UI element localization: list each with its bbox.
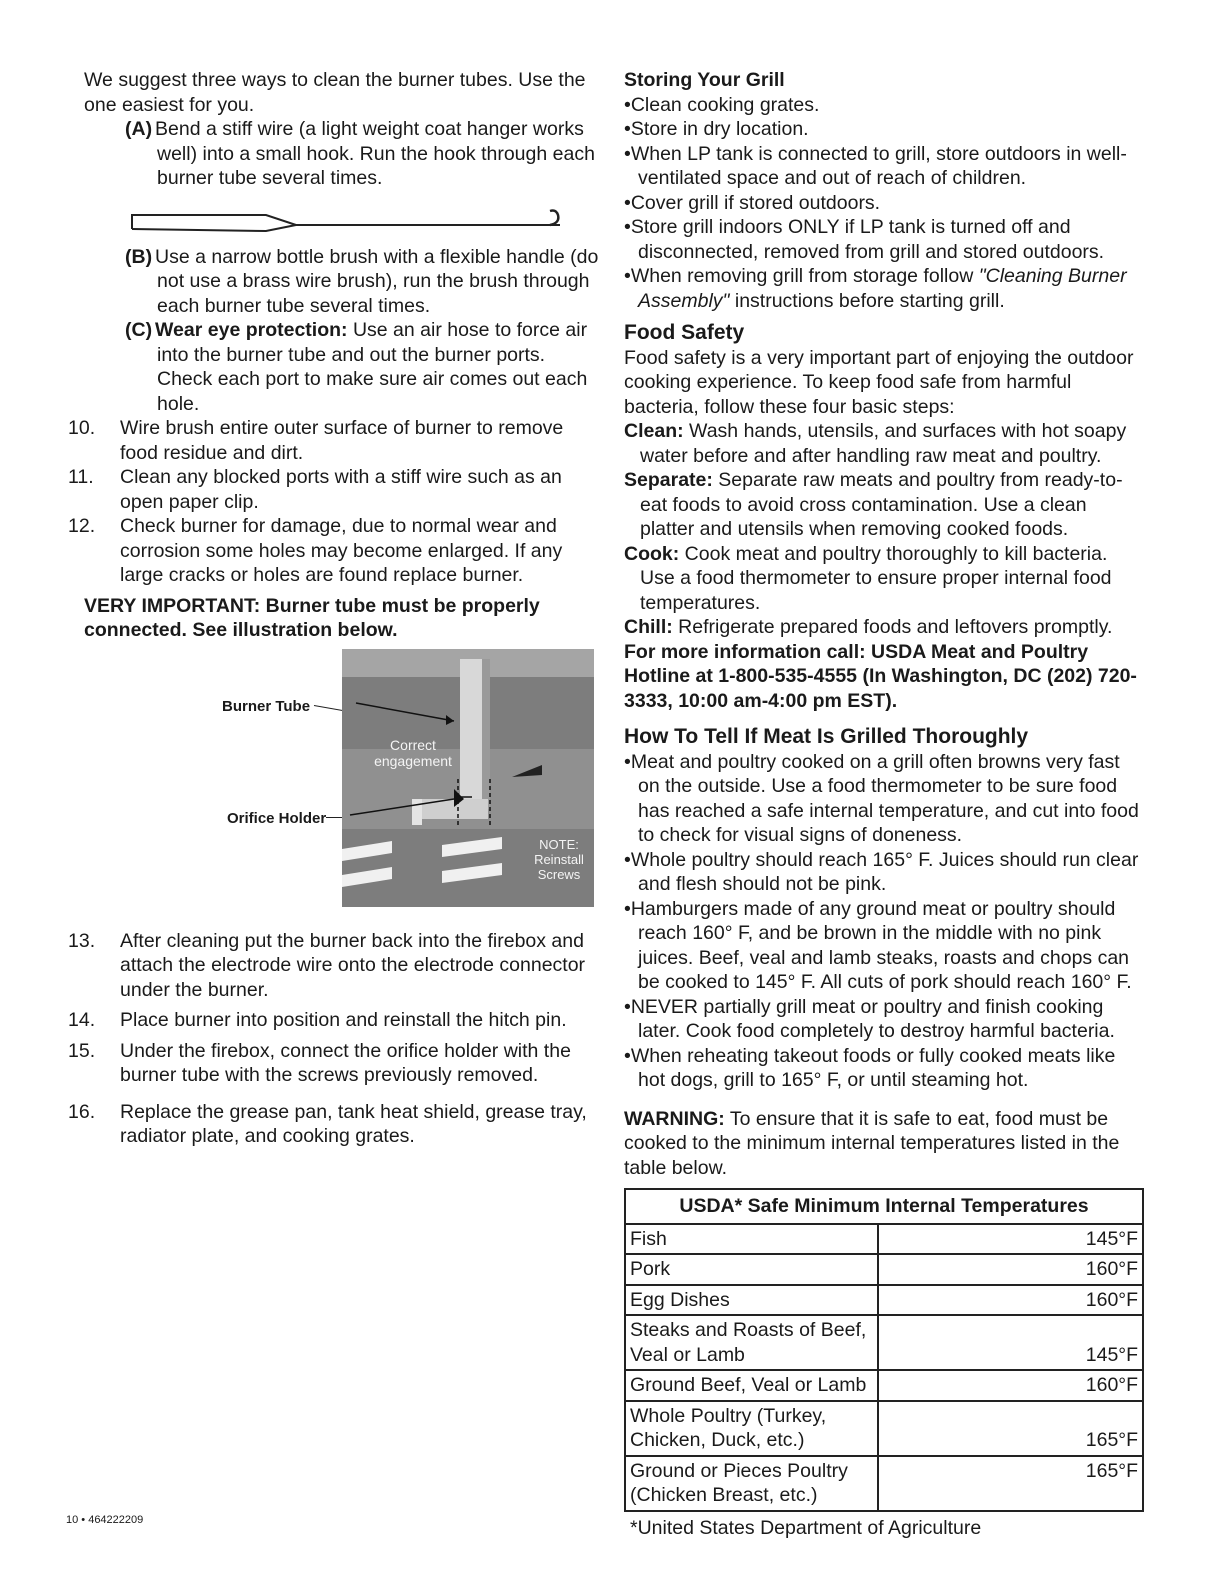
step-number: 11.: [68, 466, 94, 488]
storing-item: •When LP tank is connected to grill, store outdoors in well-ventilated space and out of reach of children.: [624, 142, 1127, 189]
step-text: Under the firebox, connect the orifice holder with the burner tube with the screws previously removed.: [120, 1039, 571, 1086]
step-text: After cleaning put the burner back into the firebox and attach the electrode wire onto the electrode connector under the burner.: [120, 929, 586, 1001]
important-notice: VERY IMPORTANT: Burner tube must be properly connected. See illustration below.: [84, 594, 540, 641]
temp-cell: 165°F: [878, 1401, 1143, 1456]
hotline-text: For more information call: USDA Meat and Poultry Hotline at 1-800-535-4555 (In Washington, DC (202) 720-3333, 10:00 am-4:00 pm EST).: [624, 640, 1137, 712]
right-column: [624, 68, 1144, 1540]
step-number: 10.: [68, 417, 96, 439]
step-10: [68, 416, 604, 465]
step-12: [68, 514, 604, 588]
storing-item-last: [624, 264, 1144, 313]
storing-last-post: instructions before starting grill.: [729, 289, 1005, 312]
step-number: 16.: [68, 1100, 96, 1123]
step-text: Cook meat and poultry thoroughly to kill bacteria. Use a food thermometer to ensure proper internal food temperatures.: [640, 542, 1112, 614]
step-15: [68, 1039, 604, 1088]
method-a-label: (A): [125, 118, 153, 140]
burner-figure: [84, 649, 604, 919]
step-number: 14.: [68, 1009, 96, 1031]
step-11: [68, 465, 604, 514]
food-step-clean: [624, 419, 1144, 468]
step-number: 13.: [68, 929, 96, 952]
left-column: [68, 68, 604, 1149]
food-step-separate: [624, 468, 1144, 542]
food-cell: Ground Beef, Veal or Lamb: [625, 1370, 878, 1401]
burner-photo: [342, 649, 594, 907]
table-row: [625, 1456, 1143, 1511]
step-label: Separate:: [624, 469, 713, 491]
method-c-bold: Wear eye protection:: [155, 319, 348, 341]
table-row: [625, 1370, 1143, 1401]
warning-label: WARNING:: [624, 1107, 725, 1130]
food-cell: Egg Dishes: [625, 1285, 878, 1316]
steps-list-b: [68, 929, 604, 1149]
steps-list-a: [68, 416, 604, 588]
step-text: Check burner for damage, due to normal wear and corrosion some holes may become enlarged. If any large cracks or holes are found replace burner.: [120, 515, 563, 586]
correct-engagement-label: Correct engagement: [374, 736, 452, 769]
method-b-label: (B): [125, 245, 153, 268]
temp-cell: 165°F: [878, 1456, 1143, 1511]
table-title: USDA* Safe Minimum Internal Temperatures: [625, 1189, 1143, 1224]
table-row: [625, 1401, 1143, 1456]
temp-cell: 160°F: [878, 1254, 1143, 1285]
food-step-cook: [624, 542, 1144, 616]
step-text: Refrigerate prepared foods and leftovers promptly.: [678, 616, 1113, 638]
storing-title: Storing Your Grill: [624, 69, 785, 91]
grilled-list: [624, 750, 1144, 1093]
table-footnote: *United States Department of Agriculture: [630, 1516, 982, 1539]
burner-tube-label: Burner Tube: [222, 697, 311, 715]
food-cell: Ground or Pieces Poultry (Chicken Breast, etc.): [625, 1456, 878, 1511]
grilled-item: •When reheating takeout foods or fully cooked meats like hot dogs, grill to 165° F, or until steaming hot.: [624, 1044, 1116, 1091]
method-b-text: Use a narrow bottle brush with a flexible handle (do not use a brass wire brush), run the brush through each burner tube several times.: [155, 245, 599, 317]
orifice-holder-label: Orifice Holder: [227, 809, 327, 827]
storing-item: •Cover grill if stored outdoors.: [624, 191, 881, 214]
method-a-text: Bend a stiff wire (a light weight coat hanger works well) into a small hook. Run the hook through each burner tube several times.: [155, 118, 595, 189]
grilled-item: •Meat and poultry cooked on a grill often browns very fast on the outside. Use a food thermometer to be sure food has reached a safe internal temperature, and cut into food to check for visual signs of doneness.: [624, 750, 1139, 846]
table-row: [625, 1224, 1143, 1255]
step-16: [68, 1100, 604, 1149]
warning-text: [624, 1107, 1144, 1181]
storing-item: •Store in dry location.: [624, 118, 809, 140]
food-safety-intro: Food safety is a very important part of enjoying the outdoor cooking experience. To keep food safe from harmful bacteria, follow these four basic steps:: [624, 346, 1134, 418]
grilled-item: •Hamburgers made of any ground meat or poultry should reach 160° F, and be brown in the middle with no pink juices. Beef, veal and lamb steaks, roasts and chops can be cooked to 145° F. All cuts of pork should reach 160° F.: [624, 897, 1132, 993]
method-c: [84, 318, 604, 416]
step-number: 15.: [68, 1039, 96, 1062]
storing-item: •Clean cooking grates.: [624, 93, 820, 116]
storing-last-pre: •When removing grill from storage follow: [624, 265, 979, 287]
method-c-text: Use an air hose to force air into the burner tube and out the burner ports. Check each port to make sure air comes out each hole.: [157, 319, 588, 415]
storing-last-italic: "Cleaning Burner Assembly": [638, 265, 1127, 312]
step-text: Separate raw meats and poultry from ready-to-eat foods to avoid cross contamination. Use a clean platter and utensils when removing cooked foods.: [640, 469, 1123, 540]
step-label: Clean:: [624, 420, 684, 442]
reinstall-screws-note: NOTE: Reinstall Screws: [534, 836, 584, 882]
grilled-item: •NEVER partially grill meat or poultry and finish cooking later. Cook food completely to destroy harmful bacteria.: [624, 995, 1115, 1042]
step-text: Wash hands, utensils, and surfaces with hot soapy water before and after handling raw meat and poultry.: [640, 420, 1127, 467]
table-row: [625, 1254, 1143, 1285]
temp-cell: 160°F: [878, 1285, 1143, 1316]
method-c-label: (C): [125, 319, 153, 341]
food-cell: Whole Poultry (Turkey, Chicken, Duck, etc.): [625, 1401, 878, 1456]
table-row: [625, 1315, 1143, 1370]
step-text: Replace the grease pan, tank heat shield, grease tray, radiator plate, and cooking grates.: [120, 1100, 587, 1147]
step-13: [68, 929, 604, 1003]
storing-list: [624, 93, 1144, 314]
food-steps: [624, 419, 1144, 640]
food-cell: Steaks and Roasts of Beef, Veal or Lamb: [625, 1315, 878, 1370]
food-cell: Fish: [625, 1224, 878, 1255]
temp-cell: 145°F: [878, 1224, 1143, 1255]
grilled-title: How To Tell If Meat Is Grilled Thoroughly: [624, 725, 1029, 748]
warning-body: To ensure that it is safe to eat, food must be cooked to the minimum internal temperatures listed in the table below.: [624, 1107, 1120, 1179]
temperature-table: [624, 1188, 1144, 1512]
method-a: [84, 117, 604, 191]
table-row: [625, 1285, 1143, 1316]
hook-wire-illustration: [126, 209, 604, 235]
method-b: [84, 245, 604, 319]
food-step-chill: [624, 615, 1144, 640]
step-14: [68, 1008, 604, 1033]
food-cell: Pork: [625, 1254, 878, 1285]
grilled-item: •Whole poultry should reach 165° F. Juices should run clear and flesh should not be pink.: [624, 848, 1139, 895]
step-label: Cook:: [624, 542, 680, 565]
temp-cell: 160°F: [878, 1370, 1143, 1401]
step-text: Place burner into position and reinstall the hitch pin.: [120, 1009, 567, 1031]
intro-text: We suggest three ways to clean the burner tubes. Use the one easiest for you.: [84, 69, 586, 116]
step-number: 12.: [68, 515, 96, 537]
storing-item: •Store grill indoors ONLY if LP tank is turned off and disconnected, removed from grill and stored outdoors.: [624, 216, 1105, 263]
food-safety-title: Food Safety: [624, 321, 745, 344]
page-number: 10 • 464222209: [66, 1514, 144, 1526]
step-text: Clean any blocked ports with a stiff wire such as an open paper clip.: [120, 466, 562, 513]
step-text: Wire brush entire outer surface of burner to remove food residue and dirt.: [120, 417, 564, 464]
step-label: Chill:: [624, 616, 673, 638]
temp-cell: 145°F: [878, 1315, 1143, 1370]
